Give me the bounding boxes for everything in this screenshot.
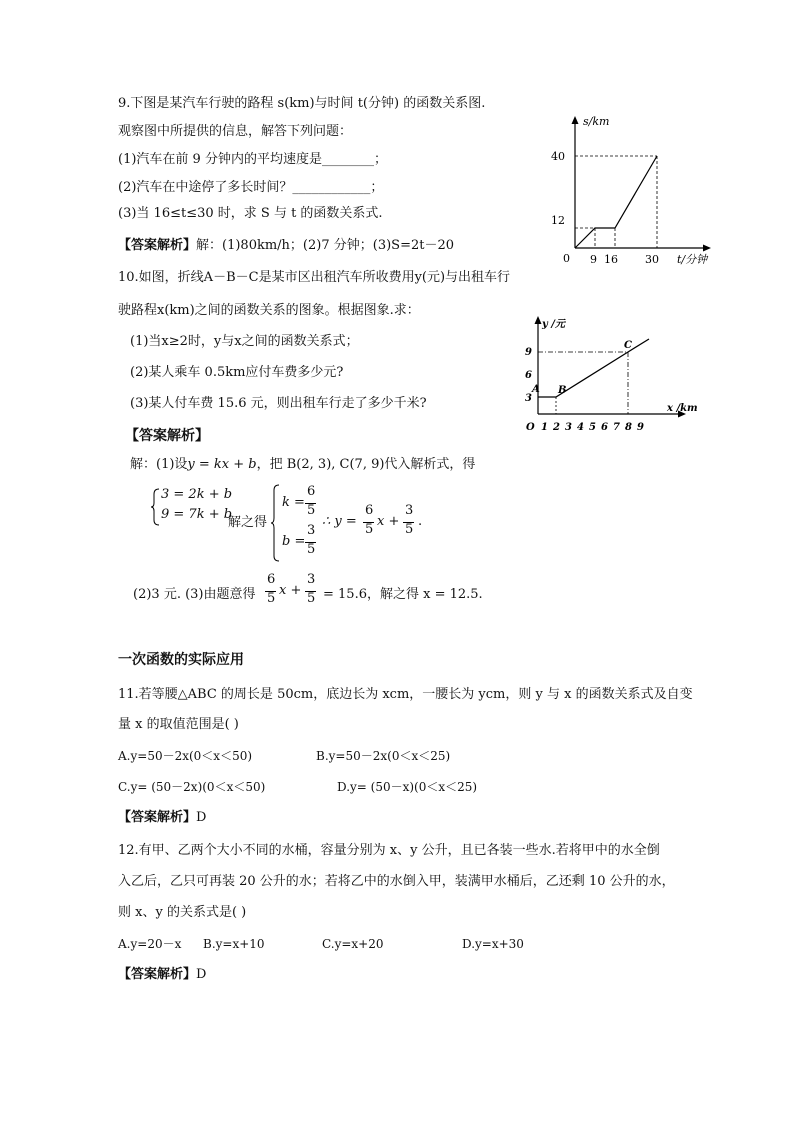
answer-label: 【答案解析】 [118,238,197,253]
q11-option-d: D.y= (50－x)(0＜x＜25) [337,780,478,794]
q12-option-c: C.y=x+20 [322,937,384,951]
q10-y-tick-9: 9 [525,347,532,358]
answer-text: D [196,810,207,825]
k-eq: k = [282,495,305,510]
q9-x-arrow [703,245,711,252]
result-b-num: 3 [405,503,414,518]
q10-y-arrow [535,316,542,324]
result-b-den: 5 [405,522,414,537]
result-k-num: 6 [365,503,374,518]
k-fraction-den: 5 [307,503,316,518]
q9-stem: 9.下图是某汽车行驶的路程 s(km)与时间 t(分钟) 的函数关系图. [118,96,486,111]
q10-x-tick-9: 9 [637,422,644,433]
q12-option-d: D.y=x+30 [462,937,524,951]
section-title: 一次函数的实际应用 [118,652,244,668]
sol1-prefix: 解：(1)设 [130,457,188,472]
eq2: 9 = 7k + b [161,507,233,522]
result-period: . [418,514,423,529]
q10-solution-2 [133,572,493,612]
q9-part3: (3)当 16≤t≤30 时，求 S 与 t 的函数关系式. [118,206,383,221]
therefore: ∴ y = [322,514,357,529]
sol2-frac-num: 6 [267,572,276,587]
q10-x-label: x /km [667,403,698,414]
q10-x-tick-6: 6 [601,422,608,433]
q9-x-tick-9: 9 [590,253,597,266]
q10-point-b: B [558,385,567,396]
q10-part2: (2)某人乘车 0.5km应付车费多少元? [130,365,344,380]
q10-fare-line [538,339,649,397]
sol2-prefix: (2)3 元. (3)由题意得 [133,587,256,602]
q10-x-tick-8: 8 [625,422,632,433]
q9-part1: (1)汽车在前 9 分钟内的平均速度是________； [118,152,387,167]
q9-x-tick-16: 16 [604,253,618,266]
sol1-suffix: ，把 B(2, 3), C(7, 9)代入解析式，得 [256,457,476,472]
sol1-formula: y = kx + b [187,457,257,472]
q12-stem-3: 则 x、y 的关系式是( ) [118,905,247,920]
sol2-suffix: = 15.6，解之得 x = 12.5. [323,587,483,602]
q12-option-b: B.y=x+10 [203,937,265,951]
result-k-den: 5 [365,522,374,537]
q11-option-a: A.y=50－2x(0＜x＜50) [118,749,253,763]
sol2-mid: x + [279,583,302,598]
q9-y-tick-12: 12 [551,214,565,227]
q10-solution-1 [130,456,475,474]
q10-equation-system [150,484,450,564]
q10-stem-1: 10.如图，折线A－B－C是某市区出租汽车所收费用y(元)与出租车行 [118,270,511,285]
q9-y-arrow [572,116,579,124]
q10-point-c: C [624,340,632,351]
q10-stem-2: 驶路程x(km)之间的函数关系的图象。根据图象.求： [118,303,420,318]
eq1: 3 = 2k + b [161,487,233,502]
sol2-frac2-den: 5 [307,591,316,606]
q12-stem-1: 12.有甲、乙两个大小不同的水桶，容量分别为 x、y 公升，且已各装一些水.若将甲中的水全倒 [118,843,660,858]
result-x-plus: x + [377,514,400,529]
q9-graph-line [575,156,657,248]
q9-distance-time-graph [545,108,720,270]
q11-option-b: B.y=50－2x(0＜x＜25) [316,749,451,763]
q12-stem-2: 入乙后，乙只可再装 20 公升的水；若将乙中的水倒入甲，装满甲水桶后，乙还剩 10 公升的水， [118,874,675,889]
left-brace [150,488,160,526]
q10-y-tick-3: 3 [525,393,532,404]
q10-answer-label: 【答案解析】 [125,428,209,444]
b-eq: b = [282,534,306,549]
answer-text: 解：(1)80km/h；(2)7 分钟；(3)S=2t－20 [196,238,454,253]
q11-answer [118,809,206,827]
q9-answer [118,237,454,255]
sol2-frac2-num: 3 [307,572,316,587]
q11-option-c: C.y= (50－2x)(0＜x＜50) [118,780,266,794]
q10-x-tick-3: 3 [565,422,572,433]
q10-part1: (1)当x≥2时，y与x之间的函数关系式； [130,334,359,349]
b-fraction-den: 5 [307,542,316,557]
q10-x-tick-4: 4 [577,422,584,433]
q9-origin: 0 [563,252,570,265]
q9-x-label: t/分钟 [677,253,708,266]
q10-part3: (3)某人付车费 15.6 元，则出租车行走了多少千米? [130,396,427,411]
q10-y-tick-6: 6 [525,370,532,381]
q10-point-a: A [532,384,540,395]
q10-x-tick-1: 1 [541,422,548,433]
q10-x-tick-2: 2 [553,422,560,433]
q11-stem-1: 11.若等腰△ABC 的周长是 50cm，底边长为 xcm，一腰长为 ycm，则 y 与 x 的函数关系式及自变 [118,687,693,702]
q10-y-label: y /元 [542,319,565,330]
answer-label: 【答案解析】 [118,810,197,825]
solve-word: 解之得 [228,515,268,530]
b-fraction-num: 3 [307,523,316,538]
k-fraction-num: 6 [307,484,316,499]
q9-x-tick-30: 30 [645,253,659,266]
q9-intro: 观察图中所提供的信息，解答下列问题： [118,124,353,139]
q12-answer [118,966,206,984]
q9-y-tick-40: 40 [551,150,565,163]
q10-x-tick-7: 7 [613,422,620,433]
q12-option-a: A.y=20－x [118,937,182,951]
q10-taxi-fare-graph [518,312,698,437]
sol2-frac-den: 5 [267,591,276,606]
right-brace [270,484,280,562]
answer-text: D [196,967,207,982]
q9-part2: (2)汽车在中途停了多长时间？____________； [118,180,384,195]
answer-label: 【答案解析】 [118,967,197,982]
q10-origin: O [526,422,535,433]
q9-y-label: s/km [583,115,610,128]
q10-x-tick-5: 5 [589,422,596,433]
q11-stem-2: 量 x 的取值范围是( ) [118,717,239,732]
